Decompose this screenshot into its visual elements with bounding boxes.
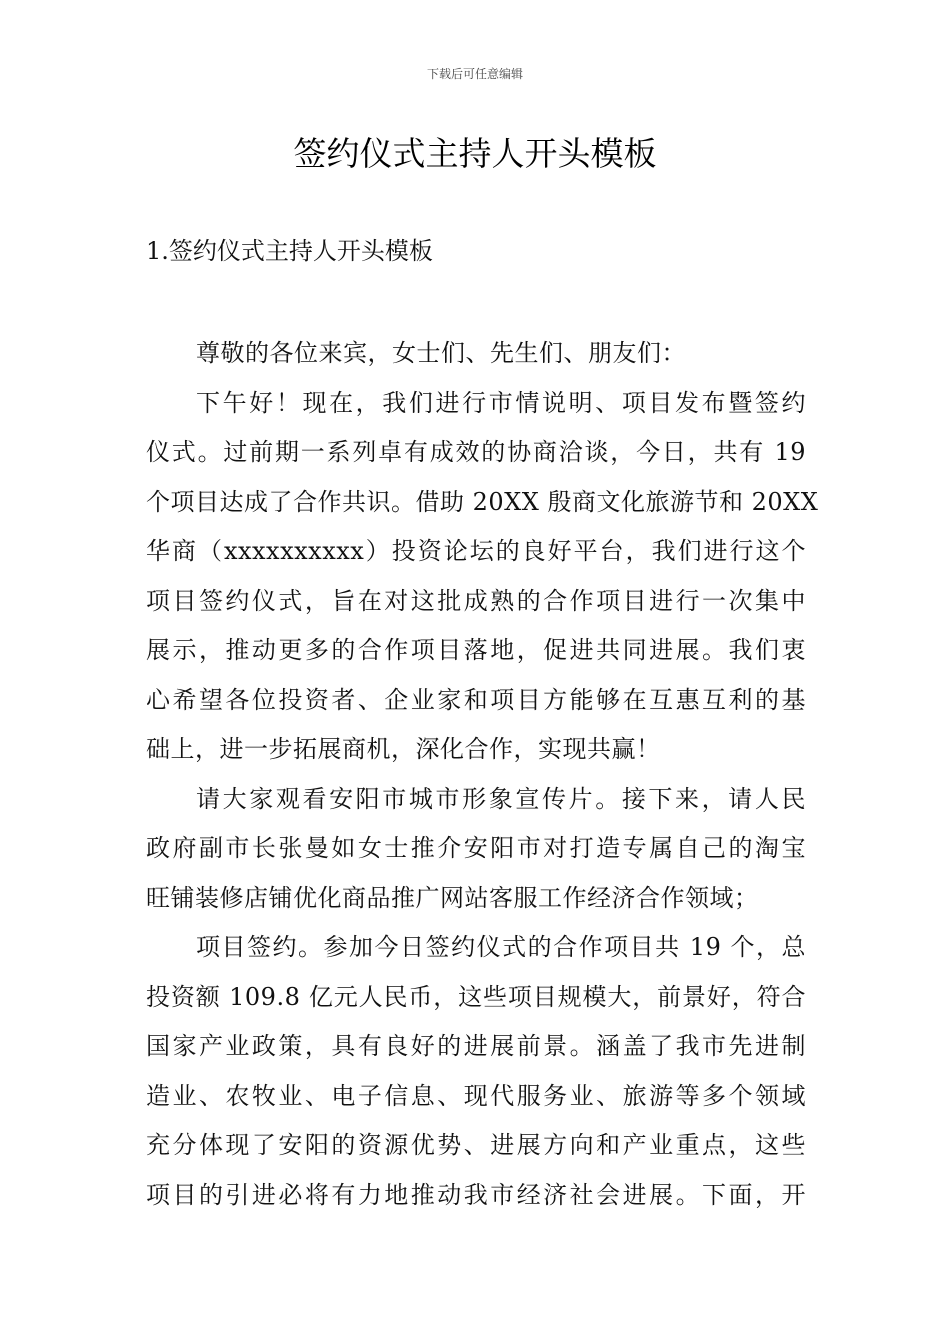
- body-text-line: 础上，进一步拓展商机，深化合作，实现共赢！: [146, 735, 661, 763]
- body-text-line: 仪式。过前期一系列卓有成效的协商洽谈，今日，共有 19: [146, 438, 806, 466]
- body-text-line: 项目的引进必将有力地推动我市经济社会进展。下面，开: [146, 1180, 806, 1209]
- document-title: 签约仪式主持人开头模板: [293, 134, 657, 173]
- body-text-line: 国家产业政策，具有良好的进展前景。涵盖了我市先进制: [146, 1032, 806, 1060]
- body-text-line: 尊敬的各位来宾，女士们、先生们、朋友们：: [196, 339, 686, 367]
- section-heading: 1.签约仪式主持人开头模板: [146, 237, 433, 265]
- body-text-line: 造业、农牧业、电子信息、现代服务业、旅游等多个领域: [146, 1081, 806, 1110]
- document-body: [146, 329, 819, 1220]
- body-text-line: 项目签约。参加今日签约仪式的合作项目共 19 个，总: [196, 933, 806, 961]
- body-text-line: 项目签约仪式，旨在对这批成熟的合作项目进行一次集中: [146, 586, 806, 615]
- body-text-line: 下午好！现在，我们进行市情说明、项目发布暨签约: [196, 388, 806, 417]
- body-text-line: 心希望各位投资者、企业家和项目方能够在互惠互利的基: [146, 685, 806, 714]
- body-text-line: 华商（xxxxxxxxxx）投资论坛的良好平台，我们进行这个: [146, 537, 806, 565]
- body-text-line: 旺铺装修店铺优化商品推广网站客服工作经济合作领域；: [146, 883, 759, 912]
- body-text-line: 展示，推动更多的合作项目落地，促进共同进展。我们衷: [146, 636, 806, 664]
- body-text-line: 充分体现了安阳的资源优势、进展方向和产业重点，这些: [146, 1131, 806, 1159]
- body-text-line: 政府副市长张曼如女士推介安阳市对打造专属自己的淘宝: [146, 834, 806, 862]
- body-text-line: 个项目达成了合作共识。借助 20XX 殷商文化旅游节和 20XX: [146, 487, 819, 516]
- body-text-line: 请大家观看安阳市城市形象宣传片。接下来，请人民: [196, 784, 806, 813]
- header-note: 下载后可任意编辑: [426, 67, 523, 81]
- body-text-line: 投资额 109.8 亿元人民币，这些项目规模大，前景好，符合: [146, 982, 806, 1011]
